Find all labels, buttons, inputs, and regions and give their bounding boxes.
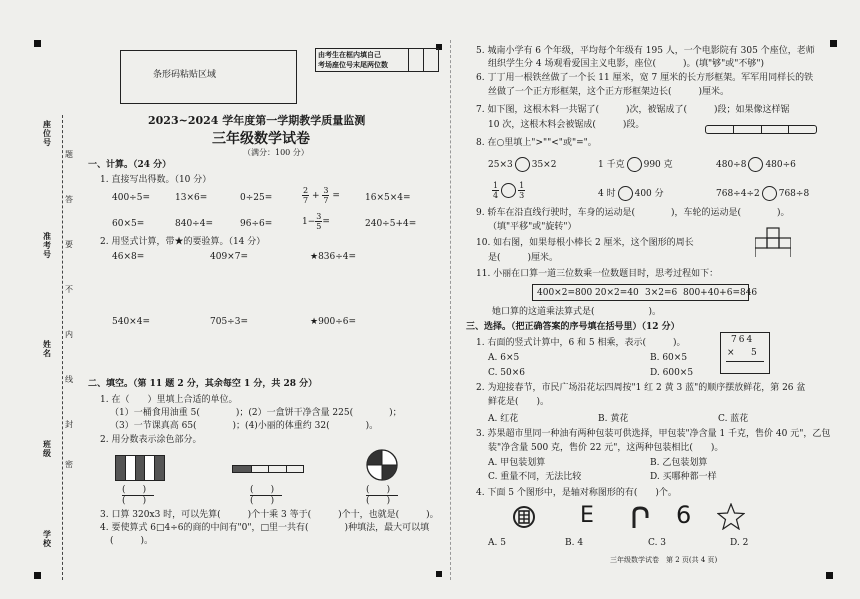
calc-8: 240÷5+4= bbox=[365, 219, 417, 229]
seal-char-5: 内 bbox=[65, 330, 73, 339]
s3-q4-opt-d[interactable]: D. 2 bbox=[730, 538, 749, 548]
corner-mark-bc bbox=[436, 571, 442, 577]
compare-4-a-num: 1 bbox=[493, 181, 499, 190]
calc-1: 400÷5= bbox=[112, 193, 150, 203]
star-icon bbox=[717, 503, 745, 530]
section-2-heading: 二、填空。（第 11 题 2 分，其余每空 1 分，共 28 分） bbox=[88, 379, 318, 389]
label-exam-no: 准考号 bbox=[43, 231, 51, 259]
corner-mark-tl bbox=[34, 40, 41, 47]
s1-q2-prompt: 2. 用竖式计算，带★的要验算。（14 分） bbox=[100, 237, 266, 247]
step-2: 20×2=40 bbox=[595, 288, 639, 298]
barcode-area bbox=[120, 50, 297, 104]
frac-op: + bbox=[311, 191, 320, 201]
r-q10-cont: 是( )厘米。 bbox=[488, 253, 559, 263]
r-q9-cont: （填"平移"或"旋转"） bbox=[488, 222, 577, 232]
label-seat-no: 座位号 bbox=[43, 119, 51, 147]
s3-q3-opt-a[interactable]: A. 甲包装划算 bbox=[488, 458, 546, 468]
compare-circle-3[interactable] bbox=[748, 157, 763, 172]
section-1-heading: 一、计算。（24 分） bbox=[88, 160, 172, 170]
r-q7: 7. 如下图，这根木料一共锯了( )次，被锯成了( )段；如果像这样锯 bbox=[476, 105, 790, 115]
compare-4-b-num: 1 bbox=[519, 181, 525, 190]
s3-q3-cont: 装"净含量 500 克，售价 22 元"，这两种包装相比( )。 bbox=[488, 443, 724, 453]
exam-title: 三年级数学试卷 bbox=[212, 131, 310, 147]
figure-circle bbox=[365, 448, 399, 482]
full-score: （满分：100 分） bbox=[243, 148, 309, 157]
calc-4: 16×5×4= bbox=[365, 193, 411, 203]
r-q11-tail: 她口算的这道乘法算式是( )。 bbox=[492, 307, 662, 317]
calc-fraction-2 bbox=[302, 212, 330, 231]
step-4: 800+40+6=846 bbox=[683, 288, 758, 298]
corner-mark-bl bbox=[34, 572, 41, 579]
r-q7-cont: 10 次，这根木料会被锯成( )段。 bbox=[488, 120, 645, 130]
r-q11: 11. 小丽在口算一道三位数乘一位数题目时，思考过程如下： bbox=[476, 269, 719, 279]
exam-year-title: 2023~2024 学年度第一学期教学质量监测 bbox=[148, 114, 366, 127]
compare-4 bbox=[492, 181, 525, 200]
compare-1-b: 35×2 bbox=[531, 160, 557, 170]
frac-b-num: 3 bbox=[323, 186, 329, 195]
square-shape-figure bbox=[755, 226, 791, 258]
label-class: 班级 bbox=[43, 439, 51, 458]
fold-line bbox=[450, 40, 451, 580]
s2-q1-line1: （1）一桶食用油重 5( )；(2）一盒饼干净含量 225( )； bbox=[110, 408, 402, 418]
s3-q1-opt-d[interactable]: D. 600×5 bbox=[650, 368, 694, 378]
compare-5-a: 4 时 bbox=[598, 189, 616, 199]
frac-a-den: 7 bbox=[303, 196, 309, 205]
seat-info-text-2: 考场座位号末尾两位数 bbox=[318, 60, 388, 69]
s3-q2-cont: 鲜花是( )。 bbox=[488, 397, 550, 407]
s3-q4-opt-a[interactable]: A. 5 bbox=[488, 538, 506, 548]
compare-3-b: 480÷6 bbox=[765, 160, 796, 170]
frac2-den: 5 bbox=[316, 222, 322, 231]
compare-1 bbox=[488, 157, 556, 172]
compare-6-a: 768÷4÷2 bbox=[716, 189, 760, 199]
compare-2 bbox=[598, 157, 673, 172]
frac-a-num: 2 bbox=[303, 186, 309, 195]
answer-frac-box-3[interactable]: ( ) ( ) bbox=[366, 485, 398, 506]
vcalc-4: 540×4= bbox=[112, 317, 150, 327]
r-q6: 6. 丁丁用一根铁丝做了一个长 11 厘米，宽 7 厘米的长方形框架。军军用同样长的铁 bbox=[476, 73, 814, 83]
s3-q3-opt-b[interactable]: B. 乙包装划算 bbox=[650, 458, 708, 468]
answer-frac-box-1[interactable]: ( ) ( ) bbox=[122, 485, 154, 506]
seal-char-8: 密 bbox=[65, 460, 73, 469]
r-q5: 5. 城南小学有 6 个年级，平均每个年级有 195 人，一个电影院有 305 个座位，老师 bbox=[476, 46, 815, 56]
calc-5: 60×5= bbox=[112, 219, 145, 229]
calc-fraction-1 bbox=[302, 186, 340, 205]
figure-circle-emblem bbox=[512, 505, 536, 529]
s3-q3: 3. 苏果超市里同一种油有两种包装可供选择，甲包装"净含量 1 千克，售价 40 元"，乙包 bbox=[476, 429, 831, 439]
s3-q4-opt-c[interactable]: C. 3 bbox=[648, 538, 667, 548]
s3-q2-opt-b[interactable]: B. 黄花 bbox=[598, 414, 629, 424]
compare-5-b: 400 分 bbox=[634, 189, 664, 199]
right-footer: 三年级数学试卷 第 2 页(共 4 页) bbox=[610, 556, 718, 564]
binding-line bbox=[62, 115, 63, 580]
s3-q1: 1. 右面的竖式计算中，6 和 5 相乘，表示( )。 bbox=[476, 338, 686, 348]
s1-q1-prompt: 1. 直接写出得数。（10 分） bbox=[100, 175, 212, 185]
s3-q4: 4. 下面 5 个图形中，是轴对称图形的有( )个。 bbox=[476, 488, 677, 498]
step-1: 400×2=800 bbox=[537, 288, 593, 298]
compare-circle-2[interactable] bbox=[627, 157, 642, 172]
calc-6: 840÷4= bbox=[175, 219, 213, 229]
step-3: 3×2=6 bbox=[645, 288, 678, 298]
q11-steps-box bbox=[532, 284, 758, 301]
seal-char-4: 不 bbox=[65, 285, 73, 294]
answer-frac-box-2[interactable]: ( ) ( ) bbox=[250, 485, 282, 506]
compare-3-a: 480÷8 bbox=[716, 160, 747, 170]
figure-letter-e: E bbox=[580, 503, 594, 528]
corner-mark-tr bbox=[830, 40, 837, 47]
s3-q1-opt-b[interactable]: B. 60×5 bbox=[650, 353, 688, 363]
s2-q1-line2: （3）一节课真高 65( )；(4)小丽的体重约 32( )。 bbox=[110, 421, 379, 431]
compare-2-b: 990 克 bbox=[643, 160, 673, 170]
calc-3: 0÷25= bbox=[240, 193, 273, 203]
frac2-num: 3 bbox=[316, 212, 322, 221]
s2-q4: 4. 要使算式 6□4÷6的商的中间有"0"，□里一共有( )种填法，最大可以填 bbox=[100, 523, 430, 533]
seat-info-box bbox=[315, 48, 439, 72]
figure-bar-shaded bbox=[115, 455, 165, 481]
figure-digit-six: 6 bbox=[676, 501, 692, 529]
compare-5 bbox=[598, 186, 664, 201]
section-3-heading: 三、选择。（把正确答案的序号填在括号里）（12 分） bbox=[466, 322, 680, 332]
vertical-multiplication bbox=[720, 332, 770, 374]
vcalc-1: 46×8= bbox=[112, 252, 145, 262]
corner-mark-br bbox=[826, 572, 833, 579]
compare-1-a: 25×3 bbox=[488, 160, 513, 170]
compare-circle-1[interactable] bbox=[515, 157, 530, 172]
seal-char-3: 要 bbox=[65, 240, 73, 249]
seal-char-6: 线 bbox=[65, 375, 73, 384]
r-q9: 9. 轿车在沿直线行驶时，车身的运动是( )，车轮的运动是( )。 bbox=[476, 208, 790, 218]
seat-info-text-1: 由考生在框内填自己 bbox=[318, 50, 381, 59]
compare-2-a: 1 千克 bbox=[598, 160, 625, 170]
seal-char-2: 答 bbox=[65, 195, 73, 204]
frac2-op: − bbox=[307, 217, 316, 227]
wood-bar-figure bbox=[705, 125, 817, 134]
vcalc-2: 409×7= bbox=[210, 252, 248, 262]
compare-circle-4[interactable] bbox=[501, 183, 516, 198]
calc-7: 96÷6= bbox=[240, 219, 273, 229]
label-school: 学校 bbox=[43, 529, 51, 548]
vm-bottom: 5 bbox=[751, 348, 757, 358]
r-q5-cont: 组织学生分 4 场观看爱国主义电影，座位( )。(填"够"或"不够") bbox=[488, 59, 765, 69]
vm-op: × bbox=[727, 348, 735, 358]
s2-q4-cont: ( )。 bbox=[110, 536, 154, 546]
compare-4-a-den: 4 bbox=[493, 191, 499, 200]
compare-circle-5[interactable] bbox=[618, 186, 633, 201]
compare-6-b: 768÷8 bbox=[778, 189, 810, 199]
s3-q2: 2. 为迎接春节，市民广场沿花坛四周按"1 红 2 黄 3 蓝"的顺序摆放鲜花，第 26 盆 bbox=[476, 383, 806, 393]
s3-q1-opt-a[interactable]: A. 6×5 bbox=[488, 353, 520, 363]
r-q6-cont: 丝做了一个正方形框架，这个正方形框架边长( )厘米。 bbox=[488, 87, 730, 97]
s3-q1-opt-c[interactable]: C. 50×6 bbox=[488, 368, 526, 378]
seal-char-7: 封 bbox=[65, 420, 73, 429]
compare-6 bbox=[716, 186, 809, 201]
frac2-whole: 1 bbox=[302, 217, 308, 227]
figure-hook-shape bbox=[630, 505, 652, 529]
calc-2: 13×6= bbox=[175, 193, 208, 203]
seal-char-1: 题 bbox=[65, 150, 73, 159]
s2-q2: 2. 用分数表示涂色部分。 bbox=[100, 435, 202, 445]
label-name: 姓名 bbox=[43, 339, 51, 358]
vcalc-6: ★900÷6= bbox=[310, 317, 357, 327]
frac-eq: = bbox=[332, 191, 340, 201]
vcalc-5: 705÷3= bbox=[210, 317, 248, 327]
s2-q1: 1. 在（ ）里填上合适的单位。 bbox=[100, 395, 238, 405]
s3-q3-opt-c[interactable]: C. 重量不同，无法比较 bbox=[488, 472, 582, 482]
compare-circle-6[interactable] bbox=[762, 186, 777, 201]
r-q10: 10. 如右图，如果每根小棒长 2 厘米，这个图形的周长 bbox=[476, 238, 694, 248]
s3-q4-opt-b[interactable]: B. 4 bbox=[565, 538, 584, 548]
compare-3 bbox=[716, 157, 796, 172]
r-q8: 8. 在○里填上">""<"或"="。 bbox=[476, 138, 597, 148]
s2-q3: 3. 口算 320x3 时，可以先算( )个十乘 3 等于( )个十，也就是( )。 bbox=[100, 510, 439, 520]
compare-4-b-den: 3 bbox=[519, 191, 525, 200]
figure-strip bbox=[232, 465, 304, 473]
s3-q2-opt-c[interactable]: C. 蓝花 bbox=[718, 414, 749, 424]
barcode-area-label: 条形码粘贴区域 bbox=[153, 70, 217, 80]
vcalc-3: ★836÷4= bbox=[310, 252, 357, 262]
s3-q3-opt-d[interactable]: D. 买哪种都一样 bbox=[650, 472, 717, 482]
s3-q2-opt-a[interactable]: A. 红花 bbox=[488, 414, 519, 424]
frac2-eq: = bbox=[322, 217, 330, 227]
frac-b-den: 7 bbox=[323, 196, 329, 205]
vm-top: 764 bbox=[731, 335, 755, 345]
